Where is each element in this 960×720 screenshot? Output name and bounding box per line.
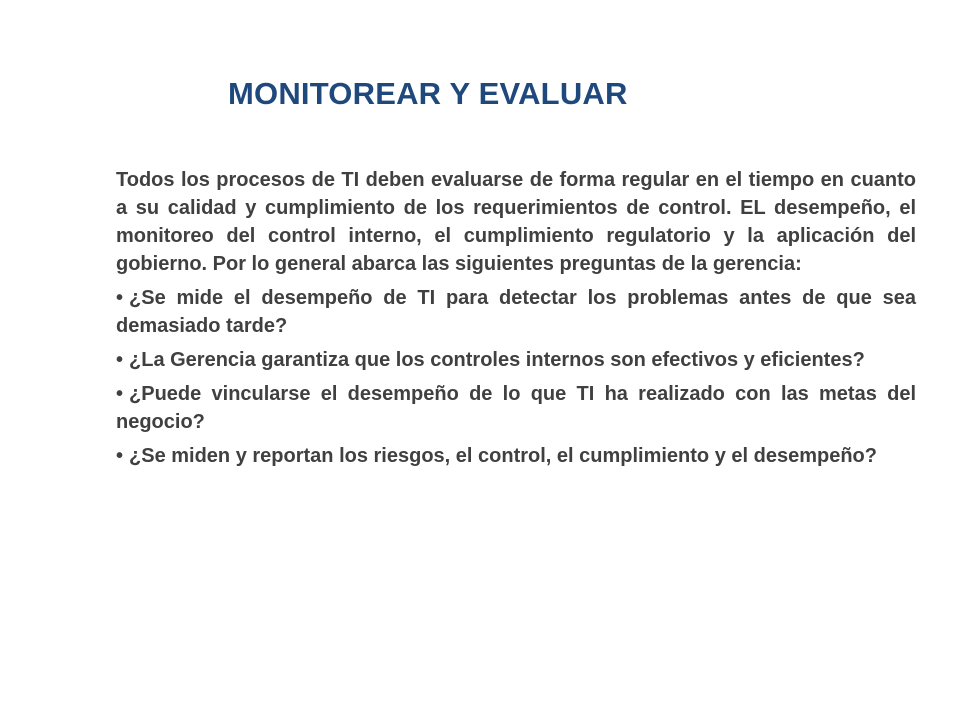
question-text: ¿Se miden y reportan los riesgos, el control, el cumplimiento y el desempeño? [129, 445, 877, 467]
question-item [116, 346, 916, 374]
intro-paragraph: Todos los procesos de TI deben evaluarse de forma regular en el tiempo en cuanto a su calidad y cumplimiento de los requerimientos de control. EL desempeño, el monitoreo del control interno, el cumplimiento regulatorio y la aplicación del gobierno. Por lo general abarca las siguientes preguntas de la gerencia: [116, 169, 916, 275]
question-text: ¿Puede vincularse el desempeño de lo que TI ha realizado con las metas del negocio? [116, 383, 916, 433]
slide-title: MONITOREAR Y EVALUAR [228, 76, 628, 111]
question-item [116, 380, 916, 436]
question-text: ¿La Gerencia garantiza que los controles internos son efectivos y eficientes? [129, 349, 865, 371]
bullet-icon: • [116, 349, 124, 371]
bullet-icon: • [116, 445, 124, 467]
question-item [116, 442, 916, 470]
question-text: ¿Se mide el desempeño de TI para detectar los problemas antes de que sea demasiado tarde? [116, 287, 916, 337]
bullet-icon: • [116, 383, 124, 405]
question-item [116, 284, 916, 340]
bullet-icon: • [116, 287, 124, 309]
slide-body [116, 166, 916, 476]
